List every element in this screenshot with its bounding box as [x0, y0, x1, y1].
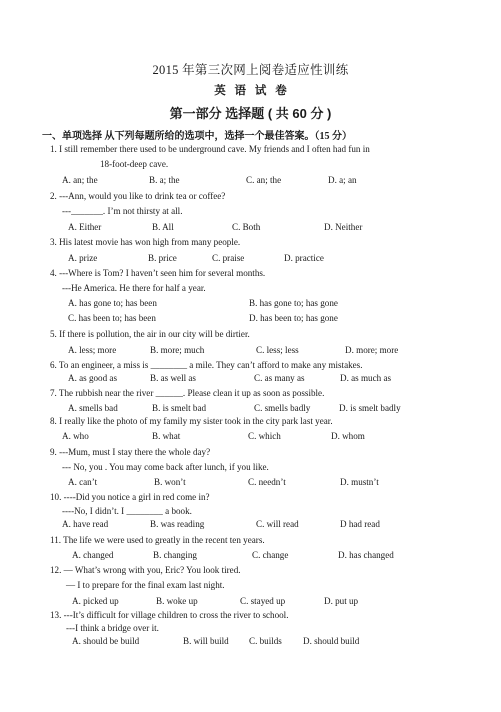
option-10d: D had read — [340, 519, 380, 529]
option-9c: C. needn’t — [248, 477, 286, 487]
option-13c: C. builds — [249, 636, 282, 646]
question-11-stem: 11. The life we were used to greatly in the recent ten years. — [50, 535, 265, 545]
question-9-reply: --- No, you . You may come back after lunch, if you like. — [62, 462, 269, 472]
option-13b: B. will build — [183, 636, 229, 646]
option-11b: B. changing — [153, 550, 197, 560]
question-10-reply: ----No, I didn’t. I ________ a book. — [62, 506, 192, 516]
option-1d: D. a; an — [328, 175, 357, 185]
question-8-stem: 8. I really like the photo of my family my sister took in the city park last year. — [50, 416, 333, 426]
option-10c: C. will read — [256, 519, 299, 529]
option-6d: D. as much as — [340, 373, 392, 383]
section-heading: 一、单项选择 从下列每题所给的选项中，选择一个最佳答案。（15 分） — [42, 131, 352, 142]
option-12b: B. woke up — [156, 596, 198, 606]
option-6b: B. as well as — [150, 373, 196, 383]
option-2d: D. Neither — [324, 222, 363, 232]
option-6c: C. as many as — [254, 373, 305, 383]
option-4c: C. has been to; has been — [68, 313, 156, 323]
question-6-stem: 6. To an engineer, a miss is ________ a mile. They can’t afford to make any mistakes. — [50, 360, 363, 370]
option-2b: B. All — [152, 222, 174, 232]
option-9a: A. can’t — [68, 477, 98, 487]
option-8b: B. what — [152, 431, 181, 441]
option-12d: D. put up — [324, 596, 359, 606]
option-8a: A. who — [62, 431, 89, 441]
option-12a: A. picked up — [72, 596, 119, 606]
option-2a: A. Either — [68, 222, 102, 232]
option-10b: B. was reading — [150, 519, 205, 529]
option-1a: A. an; the — [62, 175, 98, 185]
question-1-stem: 1. I still remember there used to be underground cave. My friends and I often had fun in — [50, 144, 370, 154]
option-9b: B. won’t — [154, 477, 186, 487]
question-2-reply: ---_______. I’m not thirsty at all. — [62, 206, 183, 216]
question-1-stem-cont: 18-foot-deep cave. — [100, 159, 169, 169]
option-10a: A. have read — [62, 519, 109, 529]
option-4b: B. has gone to; has gone — [249, 298, 338, 308]
question-12-reply: — I to prepare for the final exam last night. — [66, 580, 225, 590]
option-2c: C. Both — [232, 222, 261, 232]
exam-title: 2015 年第三次网上阅卷适应性训练 — [152, 63, 349, 77]
option-11c: C. change — [252, 550, 289, 560]
option-1b: B. a; the — [149, 175, 180, 185]
option-5c: C. less; less — [256, 345, 299, 355]
question-9-stem: 9. ---Mum, must I stay there the whole day? — [50, 447, 211, 457]
option-3d: D. practice — [284, 253, 324, 263]
option-13d: D. should build — [303, 636, 360, 646]
option-3a: A. prize — [68, 253, 98, 263]
option-5d: D. more; more — [345, 345, 399, 355]
option-1c: C. an; the — [246, 175, 282, 185]
option-6a: A. as good as — [68, 373, 117, 383]
question-10-stem: 10. ----Did you notice a girl in red come in? — [50, 492, 210, 502]
option-5a: A. less; more — [68, 345, 117, 355]
option-8c: C. which — [248, 431, 281, 441]
option-12c: C. stayed up — [240, 596, 286, 606]
question-3-stem: 3. His latest movie has won high from many people. — [50, 237, 241, 247]
option-4a: A. has gone to; has been — [68, 298, 157, 308]
question-5-stem: 5. If there is pollution, the air in our city will be dirtier. — [50, 329, 250, 339]
subject-title: 英 语 试 卷 — [214, 85, 287, 97]
option-3c: C. praise — [212, 253, 245, 263]
part-heading: 第一部分 选择题 ( 共 60 分 ) — [169, 106, 332, 121]
option-13a: A. should be build — [72, 636, 140, 646]
question-2-stem: 2. ---Ann, would you like to drink tea or coffee? — [50, 191, 226, 201]
question-13-reply: ---I think a bridge over it. — [66, 623, 159, 633]
option-7c: C. smells badly — [254, 403, 311, 413]
option-3b: B. price — [148, 253, 177, 263]
question-7-stem: 7. The rubbish near the river ______. Please clean it up as soon as possible. — [50, 388, 325, 398]
option-11a: A. changed — [72, 550, 114, 560]
option-7b: B. is smelt bad — [152, 403, 207, 413]
option-4d: D. has been to; has gone — [249, 313, 338, 323]
option-5b: B. more; much — [150, 345, 205, 355]
question-4-stem: 4. ---Where is Tom? I haven’t seen him for several months. — [50, 268, 266, 278]
option-9d: D. mustn’t — [340, 477, 379, 487]
option-7a: A. smells bad — [68, 403, 118, 413]
question-4-reply: ---He America. He there for half a year. — [62, 283, 206, 293]
option-7d: D. is smelt badly — [339, 403, 401, 413]
question-12-stem: 12. — What’s wrong with you, Eric? You look tired. — [50, 565, 241, 575]
option-8d: D. whom — [331, 431, 365, 441]
question-13-stem: 13. ---It’s difficult for village children to cross the river to school. — [50, 610, 289, 620]
option-11d: D. has changed — [338, 550, 394, 560]
